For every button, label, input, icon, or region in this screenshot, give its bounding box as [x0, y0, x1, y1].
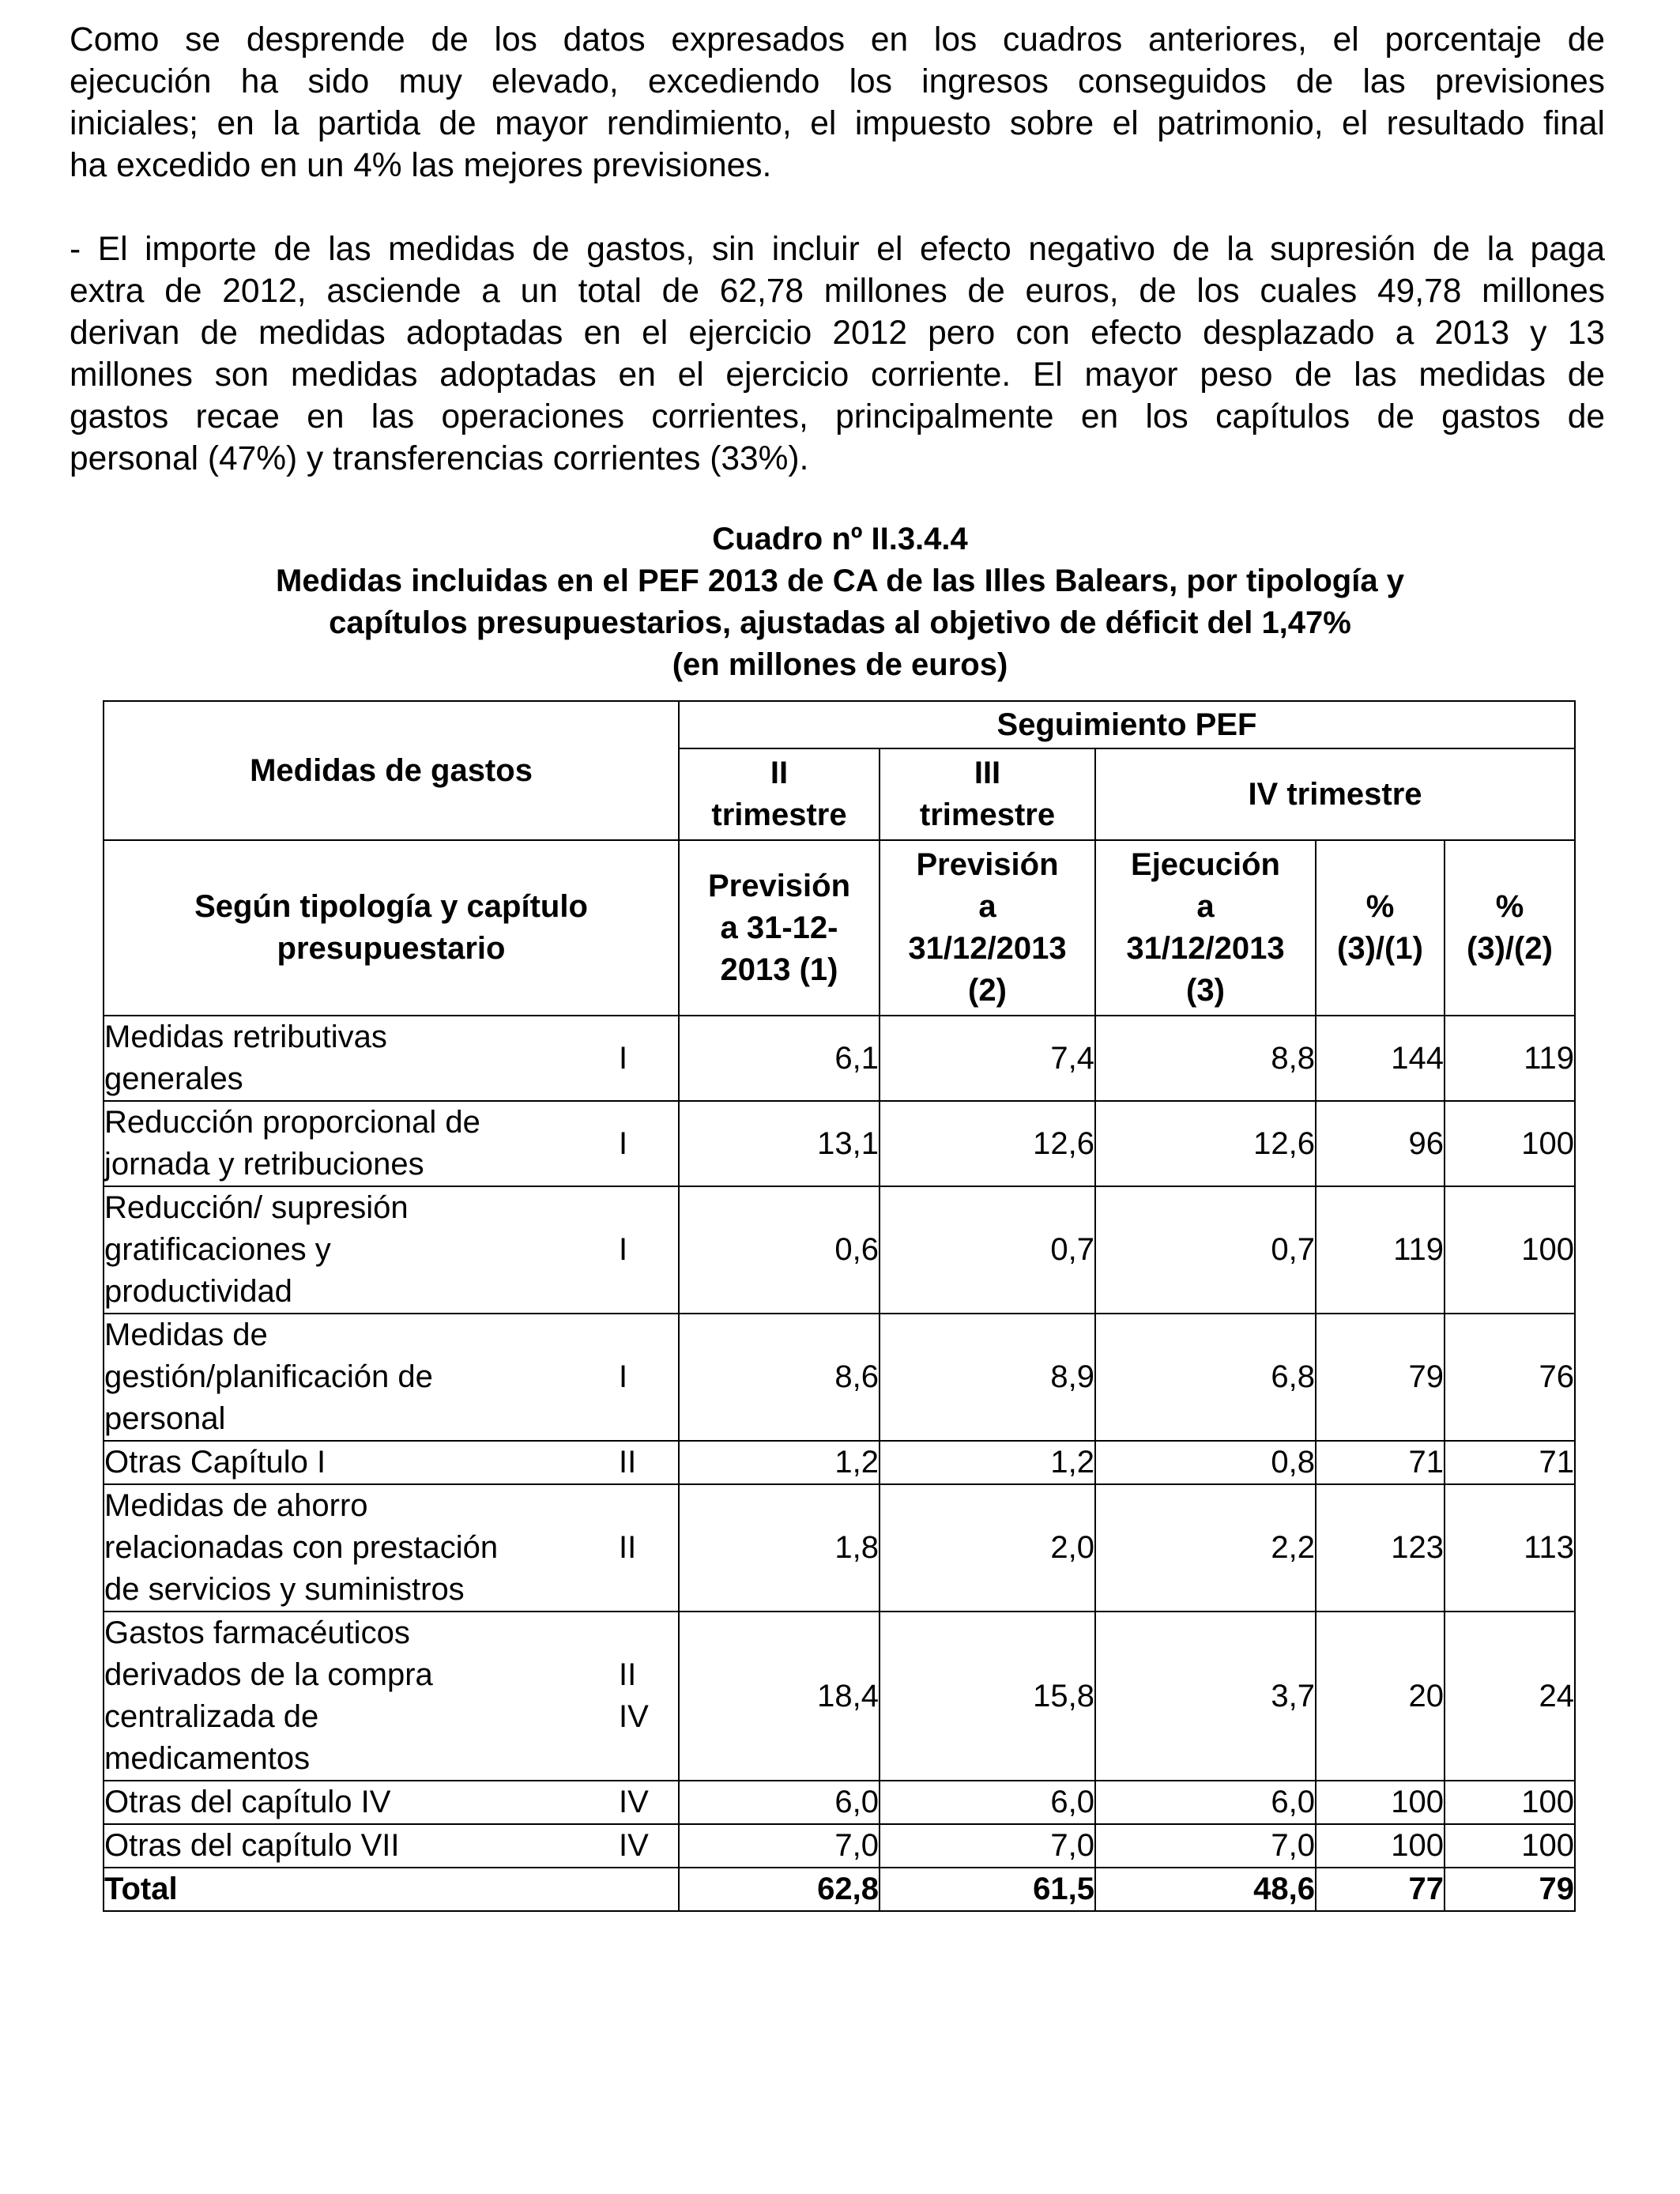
total-label: Total	[104, 1868, 619, 1911]
row-value-v1: 6,1	[679, 1016, 880, 1101]
header-line: a 31-12-	[720, 910, 838, 945]
row-label-line: Reducción proporcional de	[104, 1105, 480, 1140]
row-label-line: centralizada de	[104, 1699, 319, 1734]
row-value-v1: 6,0	[679, 1781, 880, 1824]
row-label-line: generales	[104, 1061, 243, 1096]
row-label-line: personal	[104, 1401, 226, 1436]
table-row	[104, 1101, 1575, 1186]
header-pct-3-2	[1445, 840, 1575, 1016]
header-line: 2013 (1)	[720, 952, 838, 987]
row-value-p2: 71	[1445, 1441, 1575, 1484]
row-label-line: Reducción/ supresión	[104, 1190, 409, 1225]
row-label-line: jornada y retribuciones	[104, 1147, 424, 1182]
row-capitulo-line: I	[619, 1359, 628, 1394]
table-row	[104, 1441, 1575, 1484]
header-prevision-1	[679, 840, 880, 1016]
row-label-line: relacionadas con prestación	[104, 1530, 499, 1565]
row-value-v1: 0,6	[679, 1186, 880, 1314]
table-body	[104, 1016, 1575, 1911]
header-line: (3)	[1186, 973, 1225, 1008]
row-capitulo-line: IV	[619, 1828, 649, 1863]
table-row	[104, 1484, 1575, 1612]
header-medidas: Medidas de gastos	[104, 701, 679, 840]
row-value-v1: 18,4	[679, 1612, 880, 1781]
row-value-v2: 6,0	[880, 1781, 1095, 1824]
header-iii-trimestre	[880, 748, 1095, 840]
row-capitulo	[619, 1824, 679, 1868]
row-label	[104, 1612, 619, 1781]
row-value-p2: 76	[1445, 1314, 1575, 1441]
row-value-p1: 96	[1316, 1101, 1445, 1186]
row-value-p1: 144	[1316, 1016, 1445, 1101]
header-pct-3-1	[1316, 840, 1445, 1016]
row-value-v3: 3,7	[1095, 1612, 1316, 1781]
header-line: 31/12/2013	[1126, 931, 1285, 966]
row-value-v2: 7,4	[880, 1016, 1095, 1101]
row-value-v2: 15,8	[880, 1612, 1095, 1781]
header-line: Previsión	[916, 847, 1059, 882]
row-label	[104, 1101, 619, 1186]
table-row	[104, 1186, 1575, 1314]
header-ii-trimestre	[679, 748, 880, 840]
row-value-v1: 13,1	[679, 1101, 880, 1186]
row-value-v2: 1,2	[880, 1441, 1095, 1484]
header-line: II	[770, 756, 789, 790]
paragraph-line: gastos recae en las operaciones corrientes, principalmente en los capítulos de gastos de	[70, 398, 1605, 435]
row-label	[104, 1781, 619, 1824]
header-ejecucion-3	[1095, 840, 1316, 1016]
table-row	[104, 1781, 1575, 1824]
header-seguimiento: Seguimiento PEF	[679, 701, 1575, 748]
row-value-v3: 0,8	[1095, 1441, 1316, 1484]
row-label-line: medicamentos	[104, 1741, 311, 1776]
row-value-v3: 2,2	[1095, 1484, 1316, 1612]
paragraph-line: millones son medidas adoptadas en el ejercicio corriente. El mayor peso de las medidas de	[70, 356, 1605, 394]
row-value-p1: 119	[1316, 1186, 1445, 1314]
row-label-line: de servicios y suministros	[104, 1572, 465, 1607]
row-label-line: gratificaciones y	[104, 1232, 331, 1267]
row-value-v2: 2,0	[880, 1484, 1095, 1612]
row-value-v3: 6,8	[1095, 1314, 1316, 1441]
row-label-line: Otras del capítulo VII	[104, 1828, 400, 1863]
row-capitulo-line: II	[619, 1445, 637, 1480]
total-row	[104, 1868, 1575, 1911]
table-row	[104, 1016, 1575, 1101]
row-label	[104, 1824, 619, 1868]
row-value-p1: 20	[1316, 1612, 1445, 1781]
row-value-v2: 7,0	[880, 1824, 1095, 1868]
header-line: (2)	[968, 973, 1007, 1008]
row-label	[104, 1016, 619, 1101]
row-label-line: productividad	[104, 1274, 292, 1309]
row-capitulo	[619, 1781, 679, 1824]
row-label	[104, 1441, 619, 1484]
header-line: III	[974, 756, 1001, 790]
row-capitulo-line: IV	[619, 1699, 649, 1734]
total-value-p1: 77	[1316, 1868, 1445, 1911]
row-capitulo-line: I	[619, 1125, 628, 1161]
row-value-v1: 7,0	[679, 1824, 880, 1868]
table-caption	[0, 518, 1680, 686]
row-capitulo	[619, 1016, 679, 1101]
gastos-paragraph	[70, 228, 1605, 480]
header-line: %	[1495, 889, 1524, 924]
row-capitulo	[619, 1314, 679, 1441]
row-capitulo	[619, 1484, 679, 1612]
row-label-line: Gastos farmacéuticos	[104, 1615, 410, 1650]
row-capitulo	[619, 1186, 679, 1314]
paragraph-line: - El importe de las medidas de gastos, sin incluir el efecto negativo de la supresión de la paga	[70, 231, 1605, 268]
caption-units: (en millones de euros)	[672, 647, 1008, 682]
row-value-p1: 123	[1316, 1484, 1445, 1612]
total-value-p2: 79	[1445, 1868, 1575, 1911]
row-capitulo-line: I	[619, 1040, 628, 1076]
header-line: Según tipología y capítulo	[194, 889, 588, 924]
paragraph-line: ejecución ha sido muy elevado, excediendo los ingresos conseguidos de las previsiones	[70, 63, 1605, 100]
row-value-p1: 100	[1316, 1781, 1445, 1824]
header-line: (3)/(2)	[1467, 931, 1553, 966]
caption-title-line1: Medidas incluidas en el PEF 2013 de CA de las Illes Balears, por tipología y	[276, 564, 1404, 598]
header-line: %	[1365, 889, 1395, 924]
row-label-line: Medidas retributivas	[104, 1020, 387, 1054]
row-label	[104, 1314, 619, 1441]
row-label-line: gestión/planificación de	[104, 1359, 433, 1394]
row-value-v2: 12,6	[880, 1101, 1095, 1186]
paragraph-line: ha excedido en un 4% las mejores previsiones.	[70, 147, 772, 184]
row-value-p2: 100	[1445, 1186, 1575, 1314]
header-line: 31/12/2013	[908, 931, 1067, 966]
row-value-p2: 100	[1445, 1101, 1575, 1186]
paragraph-line: derivan de medidas adoptadas en el ejercicio 2012 pero con efecto desplazado a 2013 y 13	[70, 315, 1605, 352]
row-value-p1: 79	[1316, 1314, 1445, 1441]
row-label-line: Medidas de	[104, 1318, 268, 1352]
row-value-p2: 100	[1445, 1824, 1575, 1868]
row-value-p1: 100	[1316, 1824, 1445, 1868]
row-value-v3: 12,6	[1095, 1101, 1316, 1186]
row-value-v2: 0,7	[880, 1186, 1095, 1314]
row-value-v1: 8,6	[679, 1314, 880, 1441]
row-value-p2: 119	[1445, 1016, 1575, 1101]
paragraph-line: Como se desprende de los datos expresados en los cuadros anteriores, el porcentaje de	[70, 21, 1605, 58]
row-capitulo-line: I	[619, 1232, 628, 1267]
row-value-v1: 1,2	[679, 1441, 880, 1484]
row-value-v2: 8,9	[880, 1314, 1095, 1441]
header-line: (3)/(1)	[1337, 931, 1423, 966]
total-value-v2: 61,5	[880, 1868, 1095, 1911]
row-label	[104, 1484, 619, 1612]
row-capitulo	[619, 1612, 679, 1781]
row-capitulo	[619, 1441, 679, 1484]
header-line: a	[1196, 889, 1215, 924]
row-label-line: Otras Capítulo I	[104, 1445, 326, 1480]
header-line: Previsión	[707, 868, 851, 903]
row-value-p2: 24	[1445, 1612, 1575, 1781]
paragraph-line: personal (47%) y transferencias corrientes (33%).	[70, 440, 809, 477]
row-value-v1: 1,8	[679, 1484, 880, 1612]
header-line: Ejecución	[1131, 847, 1280, 882]
row-label	[104, 1186, 619, 1314]
table-row	[104, 1824, 1575, 1868]
header-line: trimestre	[711, 797, 847, 832]
row-capitulo-line: IV	[619, 1785, 649, 1819]
row-capitulo	[619, 1101, 679, 1186]
row-value-p1: 71	[1316, 1441, 1445, 1484]
total-capitulo	[619, 1868, 679, 1911]
row-value-v3: 0,7	[1095, 1186, 1316, 1314]
header-line: a	[978, 889, 996, 924]
row-value-p2: 113	[1445, 1484, 1575, 1612]
paragraph-line: iniciales; en la partida de mayor rendimiento, el impuesto sobre el patrimonio, el resultado final	[70, 105, 1605, 142]
header-segun-tipologia	[104, 840, 679, 1016]
row-capitulo-line: II	[619, 1530, 637, 1565]
table-row	[104, 1314, 1575, 1441]
medidas-table	[103, 700, 1576, 1912]
row-value-v3: 6,0	[1095, 1781, 1316, 1824]
header-iv-trimestre: IV trimestre	[1095, 748, 1575, 840]
total-value-v1: 62,8	[679, 1868, 880, 1911]
header-line: trimestre	[919, 797, 1056, 832]
caption-number: Cuadro nº II.3.4.4	[712, 522, 968, 556]
row-label-line: Otras del capítulo IV	[104, 1785, 391, 1819]
row-capitulo-line: II	[619, 1657, 637, 1692]
table-row	[104, 1612, 1575, 1781]
row-value-v3: 8,8	[1095, 1016, 1316, 1101]
row-value-p2: 100	[1445, 1781, 1575, 1824]
paragraph-line: extra de 2012, asciende a un total de 62,78 millones de euros, de los cuales 49,78 millones	[70, 273, 1605, 310]
total-value-v3: 48,6	[1095, 1868, 1316, 1911]
header-line: presupuestario	[277, 931, 506, 966]
row-value-v3: 7,0	[1095, 1824, 1316, 1868]
intro-paragraph	[70, 19, 1605, 187]
row-label-line: Medidas de ahorro	[104, 1488, 368, 1523]
caption-title-line2: capítulos presupuestarios, ajustadas al objetivo de déficit del 1,47%	[329, 605, 1351, 640]
row-label-line: derivados de la compra	[104, 1657, 433, 1692]
header-prevision-2	[880, 840, 1095, 1016]
